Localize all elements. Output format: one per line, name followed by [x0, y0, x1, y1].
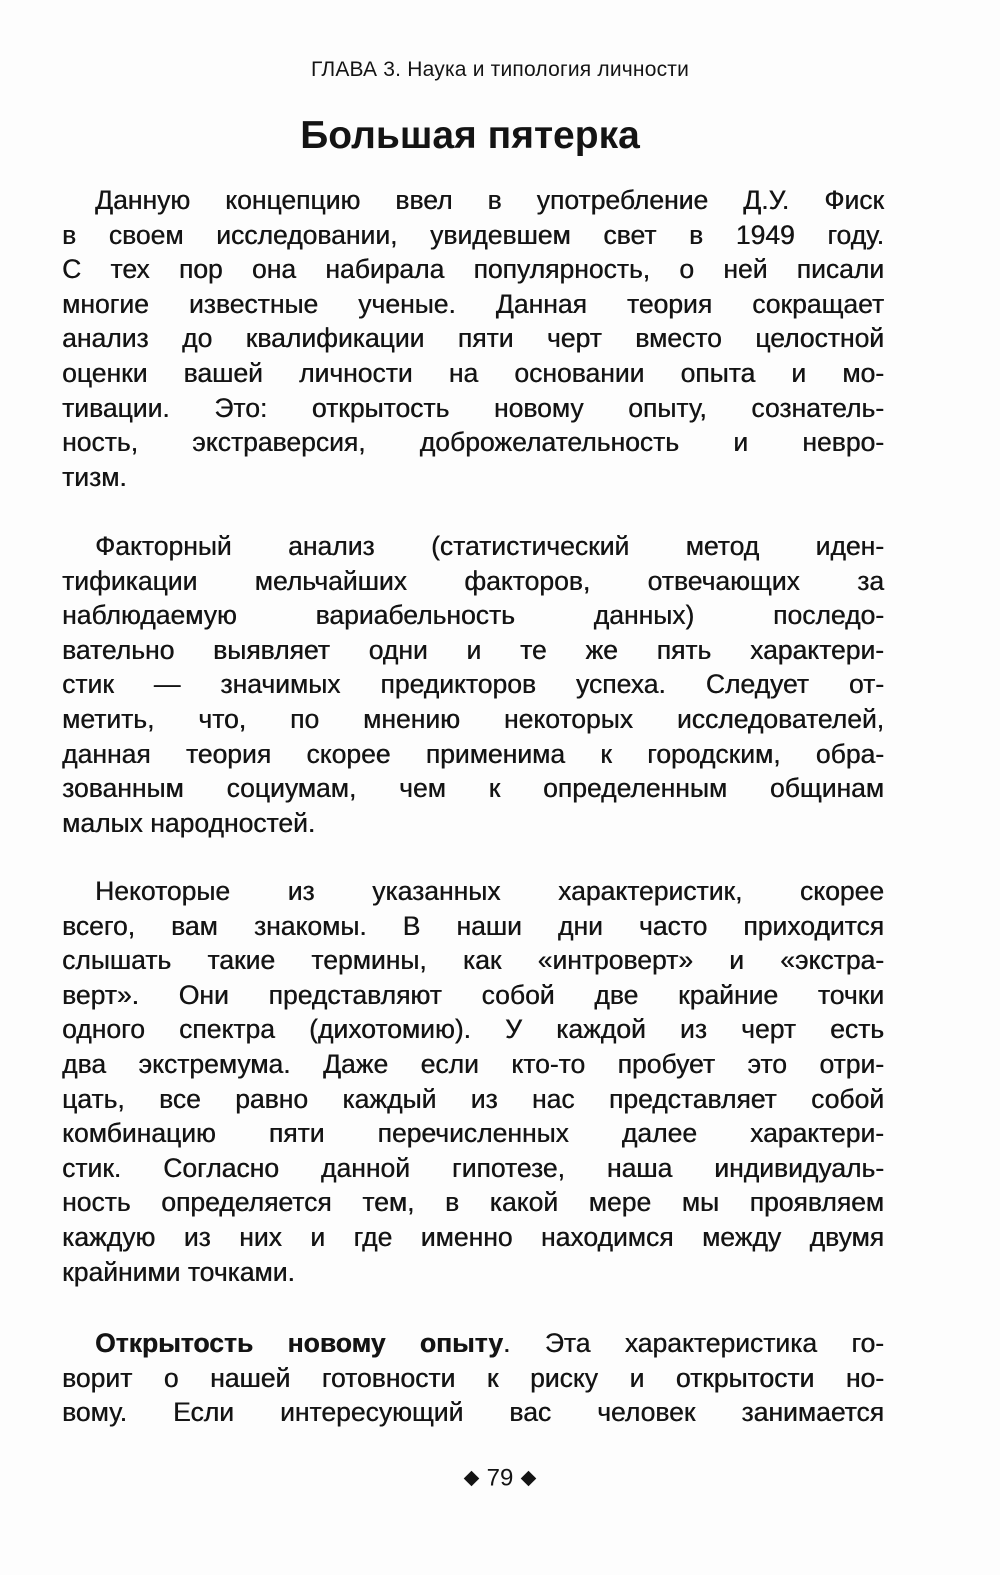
- text-line: вательно выявляет одни и те же пять характери-: [62, 634, 884, 665]
- paragraph-3: [62, 874, 884, 1289]
- text-line: данная теория скорее применима к городским, обра-: [62, 738, 884, 769]
- text-line: всего, вам знакомы. В наши дни часто приходится: [62, 910, 884, 941]
- page-number: 79: [486, 1464, 514, 1492]
- text-line: многие известные ученые. Данная теория сокращает: [62, 288, 884, 319]
- text-line: Факторный анализ (статистический метод иден-: [95, 531, 884, 561]
- text-line: каждую из них и где именно находимся между двумя: [62, 1221, 884, 1252]
- text-line: С тех пор она набирала популярность, о ней писали: [62, 254, 884, 285]
- text-line: верт». Они представляют собой две крайние точки: [62, 979, 884, 1010]
- text-line: ность, экстраверсия, доброжелательность и невро-: [62, 427, 884, 458]
- text-line: малых народностей.: [62, 807, 316, 838]
- text-line: метить, что, по мнению некоторых исследователей,: [62, 703, 884, 734]
- paragraph-2: [62, 529, 884, 840]
- text-line: анализ до квалификации пяти черт вместо целостной: [62, 323, 884, 354]
- text-line: крайними точками.: [62, 1256, 295, 1287]
- running-header: ГЛАВА 3. Наука и типология личности: [310, 58, 690, 81]
- text-line: оценки вашей личности на основании опыта и мо-: [62, 357, 884, 388]
- text-line: ность определяется тем, в какой мере мы проявляем: [62, 1187, 884, 1218]
- page-footer: [0, 1464, 1000, 1493]
- text-line: тизм.: [62, 461, 127, 492]
- text-line: зованным социумам, чем к определенным общинам: [62, 773, 884, 804]
- text-line: наблюдаемую вариабельность данных) последо-: [62, 600, 884, 631]
- text-line: стик. Согласно данной гипотезе, наша индивидуаль-: [62, 1152, 884, 1183]
- text-line: ворит о нашей готовности к риску и открытости но-: [62, 1362, 884, 1393]
- text-line: [62, 1326, 884, 1361]
- text-line: два экстремума. Даже если кто-то пробует это отри-: [62, 1048, 884, 1079]
- diamond-ornament-icon: [521, 1471, 537, 1487]
- text-line: тивации. Это: открытость новому опыту, сознатель-: [62, 392, 884, 423]
- paragraph-1: [62, 183, 884, 494]
- text-line: в своем исследовании, увидевшем свет в 1949 году.: [62, 219, 884, 250]
- text-line: одного спектра (дихотомию). У каждой из черт есть: [62, 1014, 884, 1045]
- bold-term: Открытость новому опыту: [95, 1328, 504, 1358]
- text-line: тификации мельчайших факторов, отвечающих за: [62, 565, 884, 596]
- text-line: Некоторые из указанных характеристик, скорее: [95, 876, 884, 906]
- paragraph-4: [62, 1326, 884, 1430]
- text-line: цать, все равно каждый из нас представляет собой: [62, 1083, 884, 1114]
- diamond-ornament-icon: [463, 1471, 479, 1487]
- text-line: слышать такие термины, как «интроверт» и «экстра-: [62, 945, 884, 976]
- text-line: комбинацию пяти перечисленных далее характери-: [62, 1118, 884, 1149]
- text-line: вому. Если интересующий вас человек занимается: [62, 1397, 884, 1428]
- text-line: Данную концепцию ввел в употребление Д.У. Фиск: [95, 185, 884, 215]
- text-run: . Эта характеристика го-: [503, 1328, 884, 1358]
- section-title: Большая пятерка: [300, 114, 640, 157]
- text-line: стик — значимых предикторов успеха. Следует от-: [62, 669, 884, 700]
